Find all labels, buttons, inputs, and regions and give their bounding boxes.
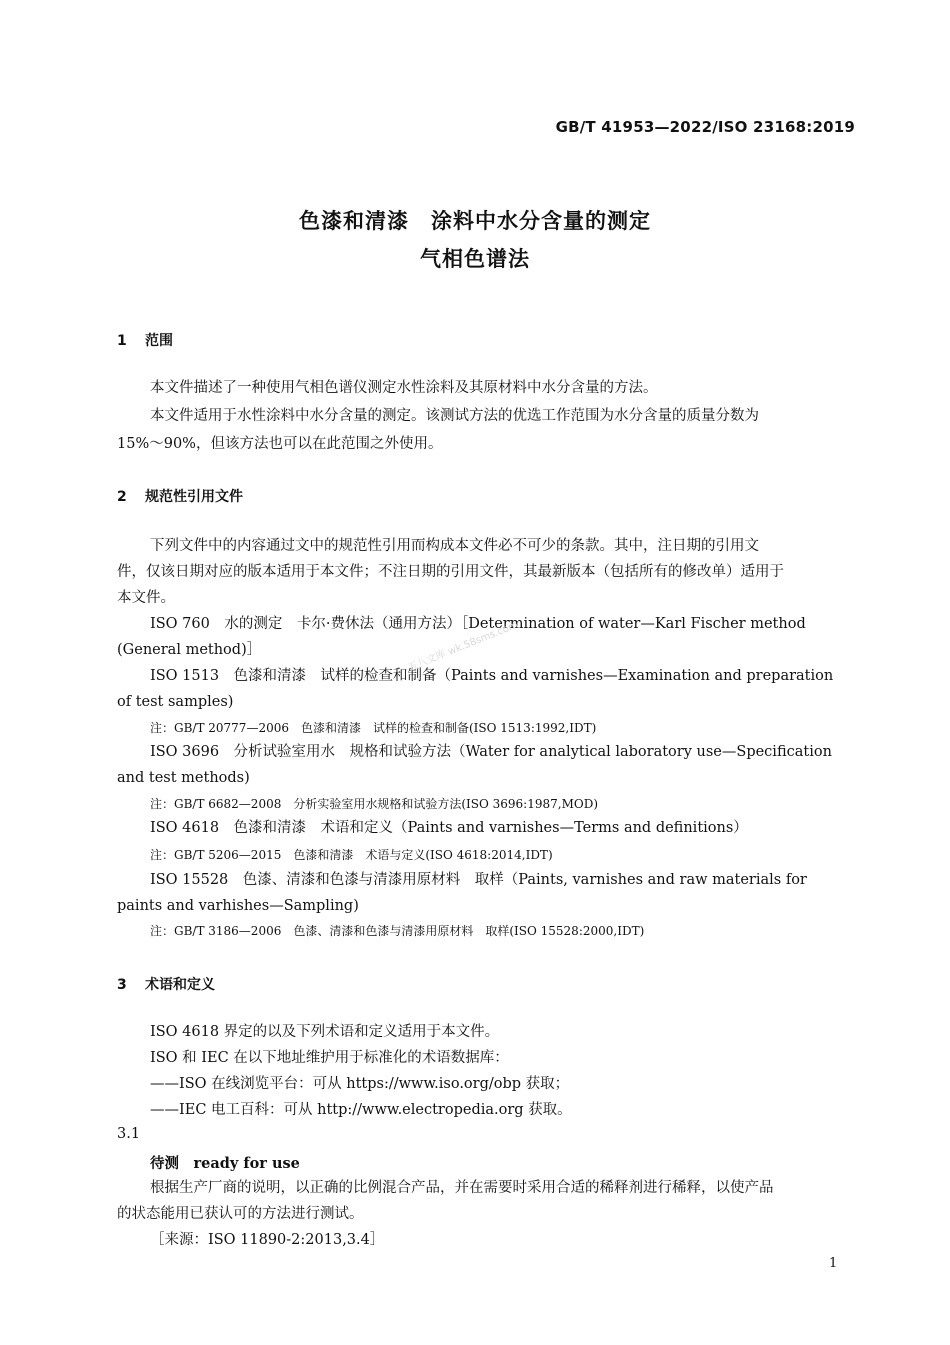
- watermark-text: 五八文库 wk.58sms.com: [406, 619, 520, 674]
- term-definition-line1: 根据生产厂商的说明，以正确的比例混合产品，并在需要时采用合适的稀释剂进行稀释，以使产品: [150, 1180, 774, 1196]
- section-1-heading: [117, 330, 173, 350]
- terms-electropedia: ——IEC 电工百科：可从 http://www.electropedia.org 获取。: [150, 1102, 572, 1118]
- scope-paragraph-1: 本文件描述了一种使用气相色谱仪测定水性涂料及其原材料中水分含量的方法。: [150, 380, 658, 396]
- reference-note: 注：GB/T 20777—2006 色漆和清漆 试样的检查和制备(ISO 1513:1992,IDT): [150, 721, 597, 735]
- section-title: 规范性引用文件: [145, 489, 243, 505]
- scope-paragraph-2-line2: 15%～90%，但该方法也可以在此范围之外使用。: [117, 436, 443, 452]
- reference-iso4618: ISO 4618 色漆和清漆 术语和定义（Paints and varnishes—Terms and definitions）: [150, 820, 748, 836]
- term-definition-line2: 的状态能用已获认可的方法进行测试。: [117, 1206, 364, 1222]
- normative-intro-line2: 件，仅该日期对应的版本适用于本文件；不注日期的引用文件，其最新版本（包括所有的修改单）适用于: [117, 564, 784, 580]
- terms-paragraph-1: ISO 4618 界定的以及下列术语和定义适用于本文件。: [150, 1024, 500, 1040]
- document-title-line1: 色漆和清漆 涂料中水分含量的测定: [299, 209, 651, 233]
- reference-iso1513-line2: of test samples): [117, 694, 234, 710]
- reference-iso760-line2: (General method)］: [117, 642, 262, 658]
- reference-note: 注：GB/T 5206—2015 色漆和清漆 术语与定义(ISO 4618:2014,IDT): [150, 848, 553, 862]
- standard-code: GB/T 41953—2022/ISO 23168:2019: [555, 118, 855, 136]
- document-title-line2: 气相色谱法: [420, 247, 530, 271]
- section-title: 范围: [145, 333, 173, 349]
- section-number: 2: [117, 489, 127, 505]
- scope-paragraph-2-line1: 本文件适用于水性涂料中水分含量的测定。该测试方法的优选工作范围为水分含量的质量分数为: [150, 408, 759, 424]
- section-2-heading: [117, 486, 243, 506]
- section-3-heading: [117, 974, 215, 994]
- term-number: 3.1: [117, 1126, 141, 1142]
- reference-iso760-line1: ISO 760 水的测定 卡尔·费休法（通用方法）［Determination of water—Karl Fischer method: [150, 616, 806, 632]
- reference-iso1513-line1: ISO 1513 色漆和清漆 试样的检查和制备（Paints and varnishes—Examination and preparation: [150, 668, 834, 684]
- term-name: 待测 ready for use: [150, 1155, 300, 1172]
- page-number: 1: [829, 1256, 838, 1271]
- reference-iso15528-line1: ISO 15528 色漆、清漆和色漆与清漆用原材料 取样（Paints, varnishes and raw materials for: [150, 872, 807, 888]
- normative-intro-line3: 本文件。: [117, 590, 175, 606]
- section-number: 1: [117, 333, 127, 349]
- reference-iso3696-line2: and test methods): [117, 770, 250, 786]
- section-title: 术语和定义: [145, 977, 215, 993]
- term-source: ［来源：ISO 11890-2:2013,3.4］: [150, 1232, 385, 1248]
- reference-iso15528-line2: paints and varhishes—Sampling): [117, 898, 359, 914]
- normative-intro-line1: 下列文件中的内容通过文中的规范性引用而构成本文件必不可少的条款。其中，注日期的引用文: [150, 538, 759, 554]
- terms-iso-obp: ——ISO 在线浏览平台：可从 https://www.iso.org/obp 获取；: [150, 1076, 570, 1092]
- reference-iso3696-line1: ISO 3696 分析试验室用水 规格和试验方法（Water for analytical laboratory use—Specification: [150, 744, 832, 760]
- terms-paragraph-2: ISO 和 IEC 在以下地址维护用于标准化的术语数据库：: [150, 1050, 509, 1066]
- reference-note: 注：GB/T 3186—2006 色漆、清漆和色漆与清漆用原材料 取样(ISO 15528:2000,IDT): [150, 924, 645, 938]
- section-number: 3: [117, 977, 127, 993]
- reference-note: 注：GB/T 6682—2008 分析实验室用水规格和试验方法(ISO 3696:1987,MOD): [150, 797, 599, 811]
